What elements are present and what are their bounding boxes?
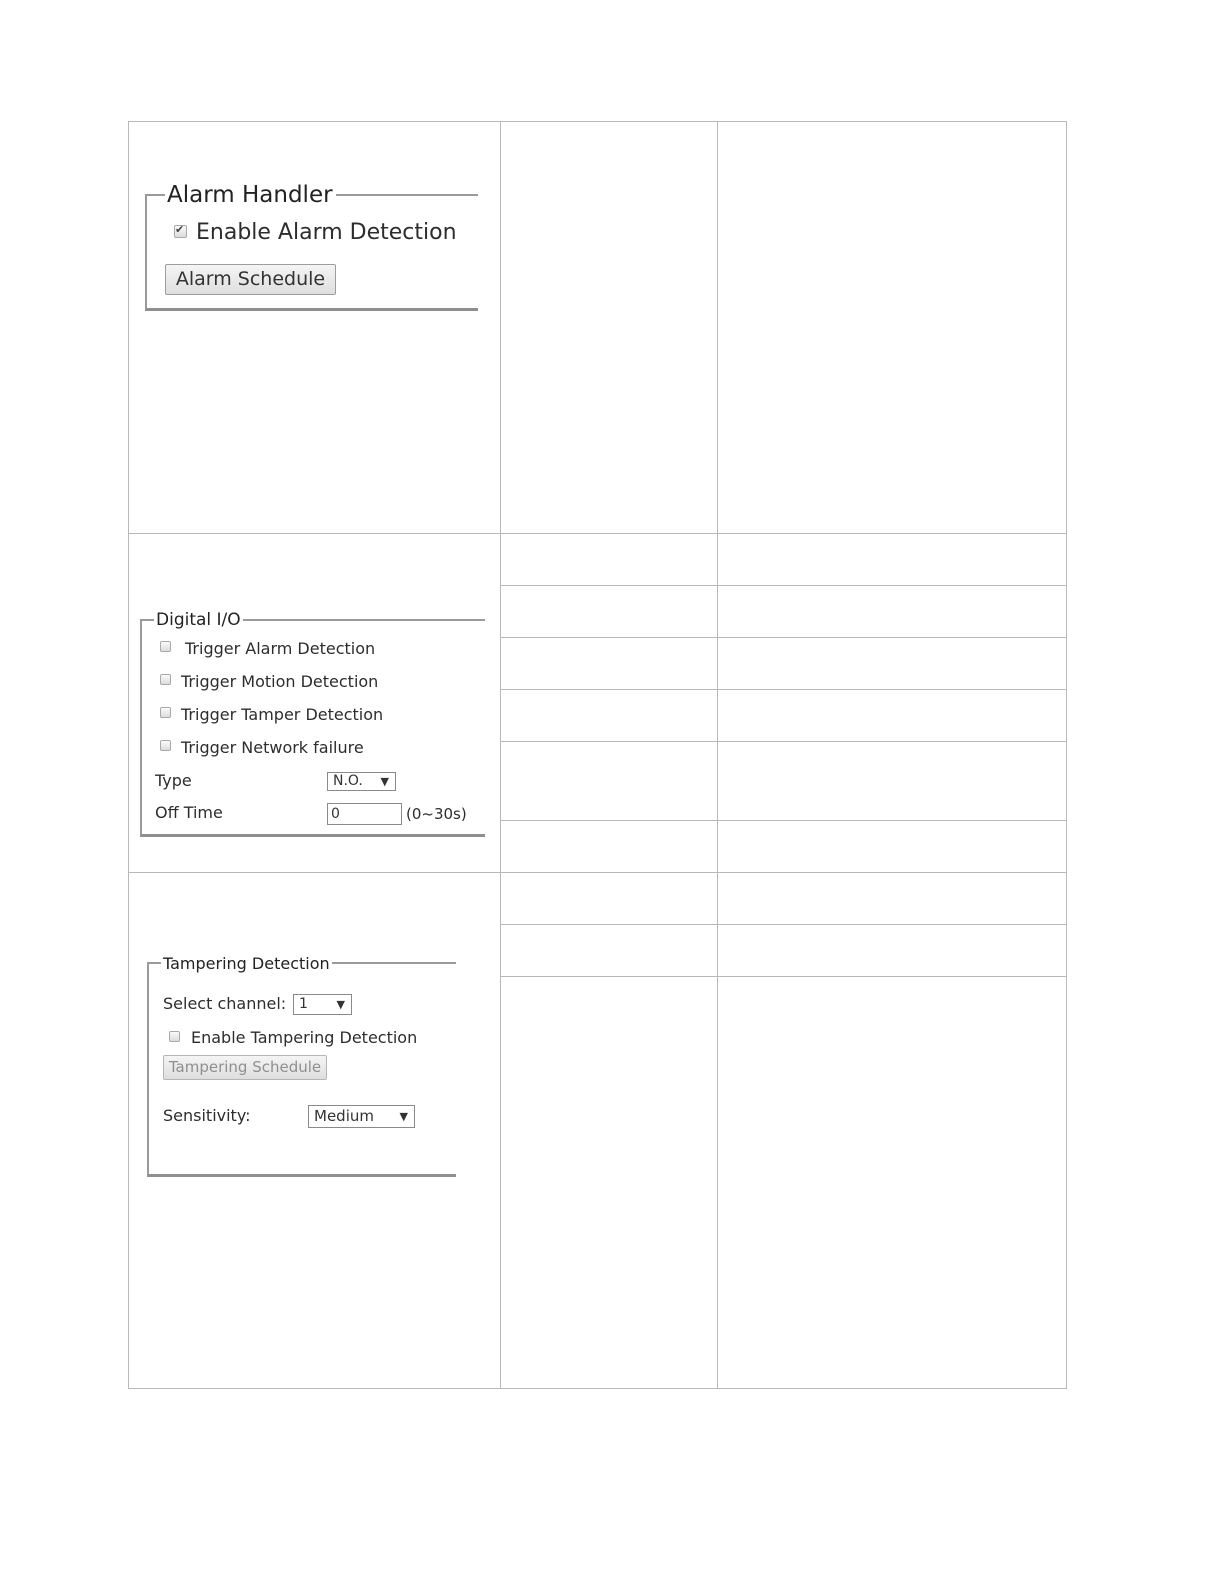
trigger-tamper-detection-label: Trigger Tamper Detection bbox=[181, 705, 384, 724]
alarm-handler-legend: Alarm Handler bbox=[165, 181, 336, 209]
table-subrow-divider bbox=[500, 924, 1067, 925]
chevron-down-icon: ▼ bbox=[399, 1110, 408, 1123]
table-divider-col1 bbox=[500, 121, 501, 1389]
table-row-divider bbox=[128, 872, 1067, 873]
table-border-top bbox=[128, 121, 1067, 122]
table-subrow-divider bbox=[500, 976, 1067, 977]
enable-alarm-detection-checkbox[interactable] bbox=[174, 225, 187, 238]
type-select[interactable] bbox=[327, 772, 396, 791]
table-subrow-divider bbox=[500, 820, 1067, 821]
table-subrow-divider bbox=[500, 637, 1067, 638]
enable-tampering-detection-checkbox[interactable] bbox=[169, 1031, 180, 1042]
type-label: Type bbox=[155, 771, 192, 790]
chevron-down-icon: ▼ bbox=[336, 998, 345, 1011]
trigger-motion-detection-checkbox[interactable] bbox=[160, 674, 171, 685]
off-time-input-value: 0 bbox=[331, 806, 340, 822]
channel-select-value: 1 bbox=[299, 996, 308, 1012]
sensitivity-label: Sensitivity: bbox=[163, 1106, 251, 1125]
tampering-detection-legend: Tampering Detection bbox=[163, 954, 330, 973]
type-select-value: N.O. bbox=[333, 773, 363, 789]
enable-alarm-detection-label: Enable Alarm Detection bbox=[196, 220, 457, 245]
table-divider-col2 bbox=[717, 121, 718, 1389]
table-border-bottom bbox=[128, 1388, 1067, 1389]
trigger-network-failure-checkbox[interactable] bbox=[160, 740, 171, 751]
chevron-down-icon: ▼ bbox=[380, 775, 389, 788]
off-time-range-hint: (0~30s) bbox=[406, 805, 467, 823]
table-subrow-divider bbox=[500, 741, 1067, 742]
tampering-schedule-button[interactable]: Tampering Schedule bbox=[163, 1055, 327, 1080]
trigger-alarm-detection-label: Trigger Alarm Detection bbox=[185, 639, 376, 658]
trigger-tamper-detection-checkbox[interactable] bbox=[160, 707, 171, 718]
channel-select[interactable] bbox=[293, 994, 352, 1015]
digital-io-legend: Digital I/O bbox=[156, 610, 241, 630]
enable-tampering-detection-label: Enable Tampering Detection bbox=[191, 1028, 418, 1047]
alarm-schedule-button[interactable]: Alarm Schedule bbox=[165, 264, 336, 295]
trigger-alarm-detection-checkbox[interactable] bbox=[160, 641, 171, 652]
table-subrow-divider bbox=[500, 689, 1067, 690]
sensitivity-select-value: Medium bbox=[314, 1107, 374, 1125]
off-time-label: Off Time bbox=[155, 803, 223, 822]
off-time-input[interactable] bbox=[327, 803, 402, 825]
table-subrow-divider bbox=[500, 585, 1067, 586]
table-row-divider bbox=[128, 533, 1067, 534]
sensitivity-select[interactable] bbox=[308, 1105, 415, 1128]
table-border-left bbox=[128, 121, 129, 1389]
table-border-right bbox=[1066, 121, 1067, 1389]
trigger-motion-detection-label: Trigger Motion Detection bbox=[181, 672, 379, 691]
select-channel-label: Select channel: bbox=[163, 994, 287, 1013]
trigger-network-failure-label: Trigger Network failure bbox=[181, 738, 364, 757]
